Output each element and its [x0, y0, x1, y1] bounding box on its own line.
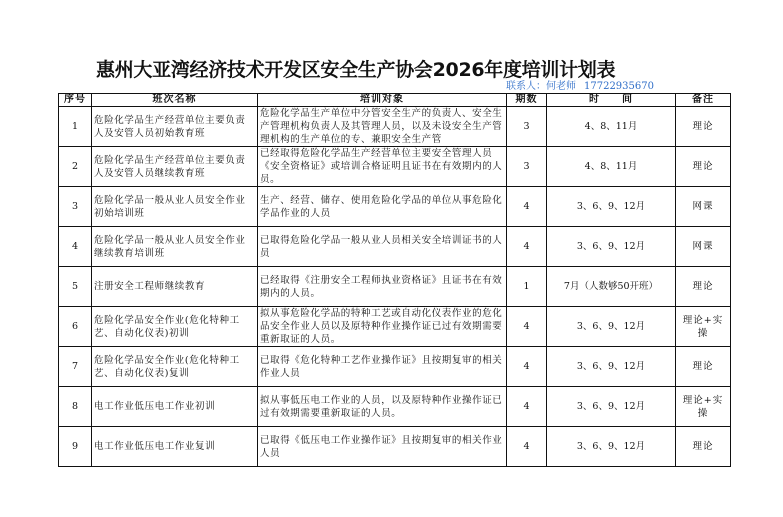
cell-target-text: 拟从事危险化学品的特种工艺或自动化仪表作业的危化品安全作业人员以及原特种作业操作证已过有效期需要重新取证的人员。 [260, 308, 503, 345]
cell-sessions: 3 [507, 107, 547, 147]
cell-target-text: 生产、经营、储存、使用危险化学品的单位从事危险化学品作业的人员 [260, 194, 503, 219]
table-row [59, 147, 731, 187]
cell-name: 危险化学品安全作业(危化特种工艺、自动化仪表)复训 [92, 347, 258, 387]
cell-note: 理论 [676, 267, 731, 307]
cell-note: 理论 [676, 427, 731, 467]
cell-no: 7 [59, 347, 92, 387]
header-time: 时 间 [547, 94, 676, 107]
cell-name: 注册安全工程师继续教育 [92, 267, 258, 307]
cell-time: 3、6、9、12月 [547, 187, 676, 227]
header-name: 班次名称 [92, 94, 258, 107]
cell-target-text: 已经取得危险化学品生产经营单位主要安全管理人员《安全资格证》或培训合格证明且证书在有效期内的人员。 [260, 148, 503, 185]
table-row [59, 267, 731, 307]
table-row [59, 347, 731, 387]
cell-name: 危险化学品生产经营单位主要负责人及安管人员初始教育班 [92, 107, 258, 147]
cell-sessions: 1 [507, 267, 547, 307]
cell-note: 理论+实操 [676, 387, 731, 427]
cell-time: 3、6、9、12月 [547, 307, 676, 347]
cell-note: 理论 [676, 107, 731, 147]
cell-target [258, 387, 507, 427]
cell-target [258, 347, 507, 387]
cell-no: 8 [59, 387, 92, 427]
cell-name: 危险化学品一般从业人员安全作业初始培训班 [92, 187, 258, 227]
cell-name: 危险化学品一般从业人员安全作业继续教育培训班 [92, 227, 258, 267]
cell-note: 理论+实操 [676, 307, 731, 347]
cell-sessions: 4 [507, 307, 547, 347]
cell-sessions: 4 [507, 427, 547, 467]
cell-sessions: 4 [507, 227, 547, 267]
cell-name: 危险化学品安全作业(危化特种工艺、自动化仪表)初训 [92, 307, 258, 347]
table-row [59, 307, 731, 347]
cell-name: 电工作业低压电工作业初训 [92, 387, 258, 427]
cell-target-text: 已取得危险化学品一般从业人员相关安全培训证书的人员 [260, 234, 503, 259]
cell-note: 理论 [676, 147, 731, 187]
cell-name: 危险化学品生产经营单位主要负责人及安管人员继续教育班 [92, 147, 258, 187]
cell-name: 电工作业低压电工作业复训 [92, 427, 258, 467]
header-sessions: 期数 [507, 94, 547, 107]
cell-time: 3、6、9、12月 [547, 347, 676, 387]
contact-info [506, 81, 654, 93]
cell-target-text: 危险化学品生产单位中分管安全生产的负责人、安全生产管理机构负责人及其管理人员，以及未设安全生产管理机构的生产单位的专、兼职安全生产管 [260, 108, 503, 145]
cell-target-text: 已经取得《注册安全工程师执业资格证》且证书在有效期内的人员。 [260, 274, 503, 299]
cell-target [258, 107, 507, 147]
cell-no: 3 [59, 187, 92, 227]
training-plan-table [58, 93, 731, 467]
table-row [59, 427, 731, 467]
cell-time: 3、6、9、12月 [547, 387, 676, 427]
table-row [59, 387, 731, 427]
cell-sessions: 4 [507, 387, 547, 427]
cell-no: 1 [59, 107, 92, 147]
table-row [59, 107, 731, 147]
cell-time: 7月（人数够50开班） [547, 267, 676, 307]
table-row [59, 187, 731, 227]
cell-target-text: 已取得《低压电工作业操作证》且按期复审的相关作业人员 [260, 434, 503, 459]
cell-target [258, 147, 507, 187]
cell-target [258, 187, 507, 227]
table-row [59, 227, 731, 267]
cell-note: 理论 [676, 347, 731, 387]
cell-note: 网课 [676, 227, 731, 267]
cell-sessions: 4 [507, 187, 547, 227]
cell-no: 2 [59, 147, 92, 187]
cell-target-text: 已取得《危化特种工艺作业操作证》且按期复审的相关作业人员 [260, 354, 503, 379]
cell-time: 4、8、11月 [547, 147, 676, 187]
cell-no: 9 [59, 427, 92, 467]
table-header-row [59, 94, 731, 107]
contact-label: 联系人：何老师 [506, 81, 576, 92]
header-no: 序号 [59, 94, 92, 107]
cell-time: 3、6、9、12月 [547, 427, 676, 467]
cell-no: 5 [59, 267, 92, 307]
cell-sessions: 3 [507, 147, 547, 187]
cell-sessions: 4 [507, 347, 547, 387]
cell-target [258, 267, 507, 307]
header-target: 培训对象 [258, 94, 507, 107]
cell-no: 4 [59, 227, 92, 267]
cell-target [258, 227, 507, 267]
document-title: 惠州大亚湾经济技术开发区安全生产协会2026年度培训计划表 [96, 59, 616, 81]
contact-phone: 17722935670 [584, 81, 654, 92]
cell-time: 3、6、9、12月 [547, 227, 676, 267]
header-note: 备注 [676, 94, 731, 107]
cell-no: 6 [59, 307, 92, 347]
cell-target-text: 拟从事低压电工作业的人员，以及原特种作业操作证已过有效期需要重新取证的人员。 [260, 394, 503, 419]
cell-note: 网课 [676, 187, 731, 227]
cell-time: 4、8、11月 [547, 107, 676, 147]
cell-target [258, 307, 507, 347]
cell-target [258, 427, 507, 467]
